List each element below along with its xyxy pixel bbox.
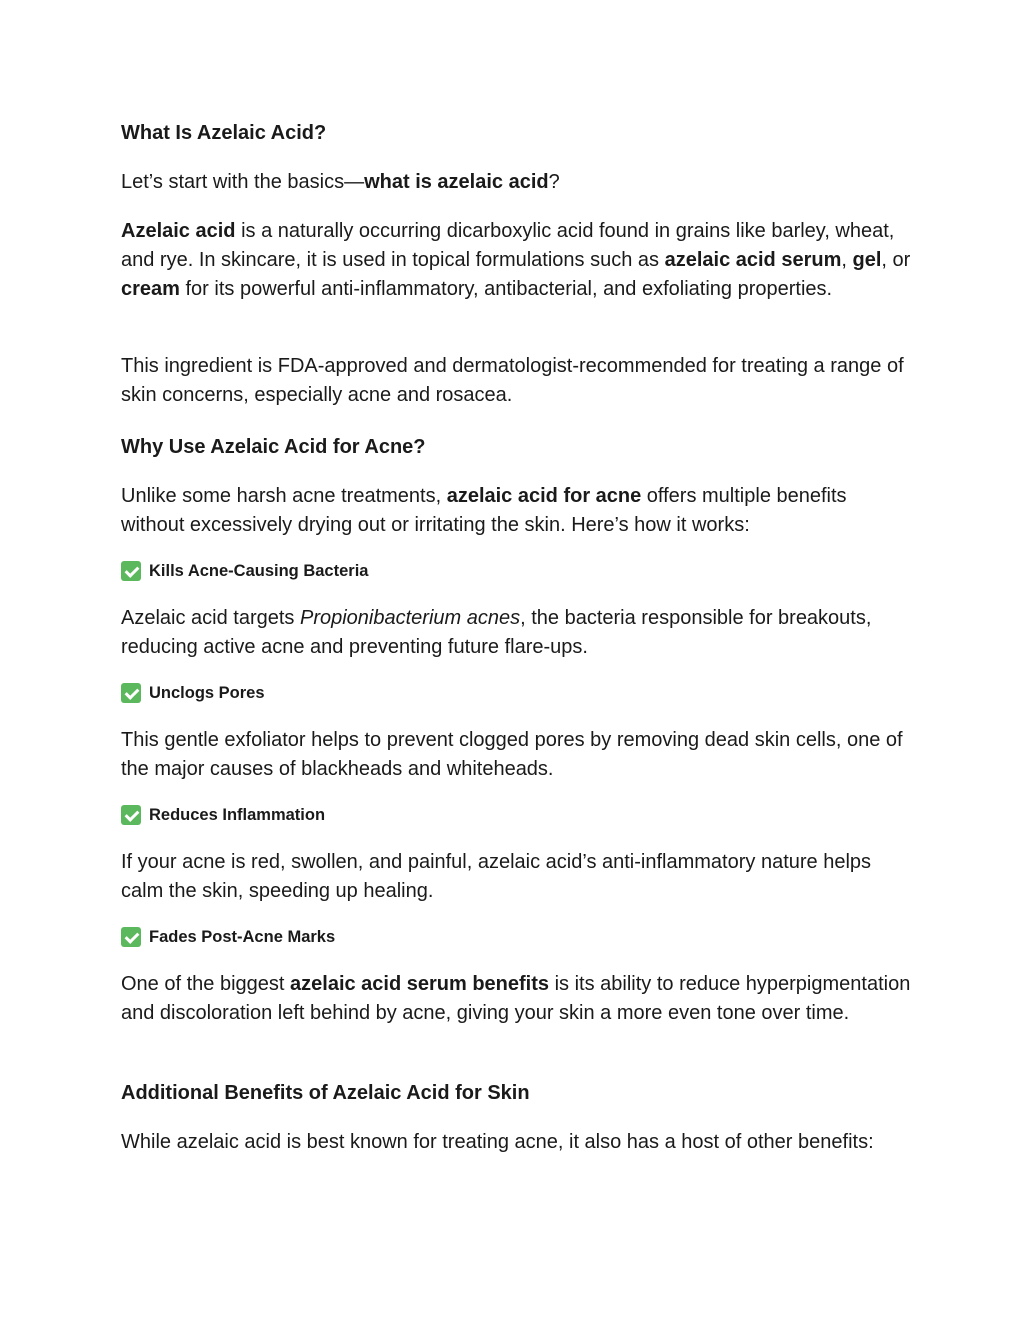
intro-paragraph (121, 168, 911, 197)
definition-text: is a naturally occurring dicarboxylic acid found in grains like barley, wheat, and rye. In skincare, it is used in topical formulations such as (121, 220, 895, 271)
definition-text-or: , or (881, 249, 911, 271)
heading-what-is-azelaic-acid: What Is Azelaic Acid? (121, 122, 327, 144)
check-mark-icon (121, 683, 141, 703)
why-intro-paragraph (121, 482, 911, 540)
definition-paragraph (121, 217, 911, 304)
benefit-text-end: is its ability to reduce hyperpigmentation and discoloration left behind by acne, giving your skin a more even tone over time. (121, 973, 911, 1024)
intro-bold: what is azelaic acid (364, 171, 549, 193)
benefit-heading-fades-marks (121, 926, 911, 948)
benefit-text: Azelaic acid targets (121, 607, 300, 629)
benefit-text-fades-marks (121, 970, 911, 1028)
benefit-text-kills-bacteria (121, 604, 911, 662)
why-intro-text: Unlike some harsh acne treatments, (121, 485, 447, 507)
why-intro-text-end: offers multiple benefits without excessively drying out or irritating the skin. Here’s how it works: (121, 485, 847, 536)
definition-bold-serum: azelaic acid serum (664, 249, 842, 271)
benefit-text-end: , the bacteria responsible for breakouts, reducing active acne and preventing future flare-ups. (121, 607, 872, 658)
benefit-bold-serum-benefits: azelaic acid serum benefits (290, 973, 550, 995)
check-mark-icon (121, 561, 141, 581)
intro-text: Let’s start with the basics— (121, 171, 365, 193)
definition-bold-cream: cream (121, 278, 180, 300)
benefit-text-unclogs-pores: This gentle exfoliator helps to prevent clogged pores by removing dead skin cells, one of the major causes of blackheads and whiteheads. (121, 729, 903, 780)
benefit-heading-unclogs-pores (121, 682, 911, 704)
benefit-heading-kills-bacteria (121, 560, 911, 582)
check-mark-icon (121, 805, 141, 825)
intro-text-end: ? (548, 171, 560, 193)
heading-why-use-azelaic-acid: Why Use Azelaic Acid for Acne? (121, 436, 426, 458)
definition-bold-azelaic-acid: Azelaic acid (121, 220, 236, 242)
benefit-italic-bacteria-name: Propionibacterium acnes (299, 607, 521, 629)
benefit-title: Fades Post-Acne Marks (149, 928, 336, 946)
benefit-text-reduces-inflammation: If your acne is red, swollen, and painful, azelaic acid’s anti-inflammatory nature helps calm the skin, speeding up healing. (121, 851, 872, 902)
benefit-title: Reduces Inflammation (149, 806, 326, 824)
definition-text-end: for its powerful anti-inflammatory, antibacterial, and exfoliating properties. (179, 278, 833, 300)
definition-text-comma: , (841, 249, 853, 271)
fda-paragraph: This ingredient is FDA-approved and dermatologist-recommended for treating a range of skin concerns, especially acne and rosacea. (121, 355, 904, 406)
definition-bold-gel: gel (852, 249, 882, 271)
additional-intro-paragraph: While azelaic acid is best known for treating acne, it also has a host of other benefits: (121, 1131, 874, 1153)
check-mark-icon (121, 927, 141, 947)
heading-additional-benefits: Additional Benefits of Azelaic Acid for Skin (121, 1082, 530, 1104)
benefit-heading-reduces-inflammation (121, 804, 911, 826)
why-intro-bold: azelaic acid for acne (446, 485, 642, 507)
benefit-text: One of the biggest (121, 973, 291, 995)
benefit-title: Unclogs Pores (149, 684, 265, 702)
benefit-title: Kills Acne-Causing Bacteria (149, 562, 369, 580)
